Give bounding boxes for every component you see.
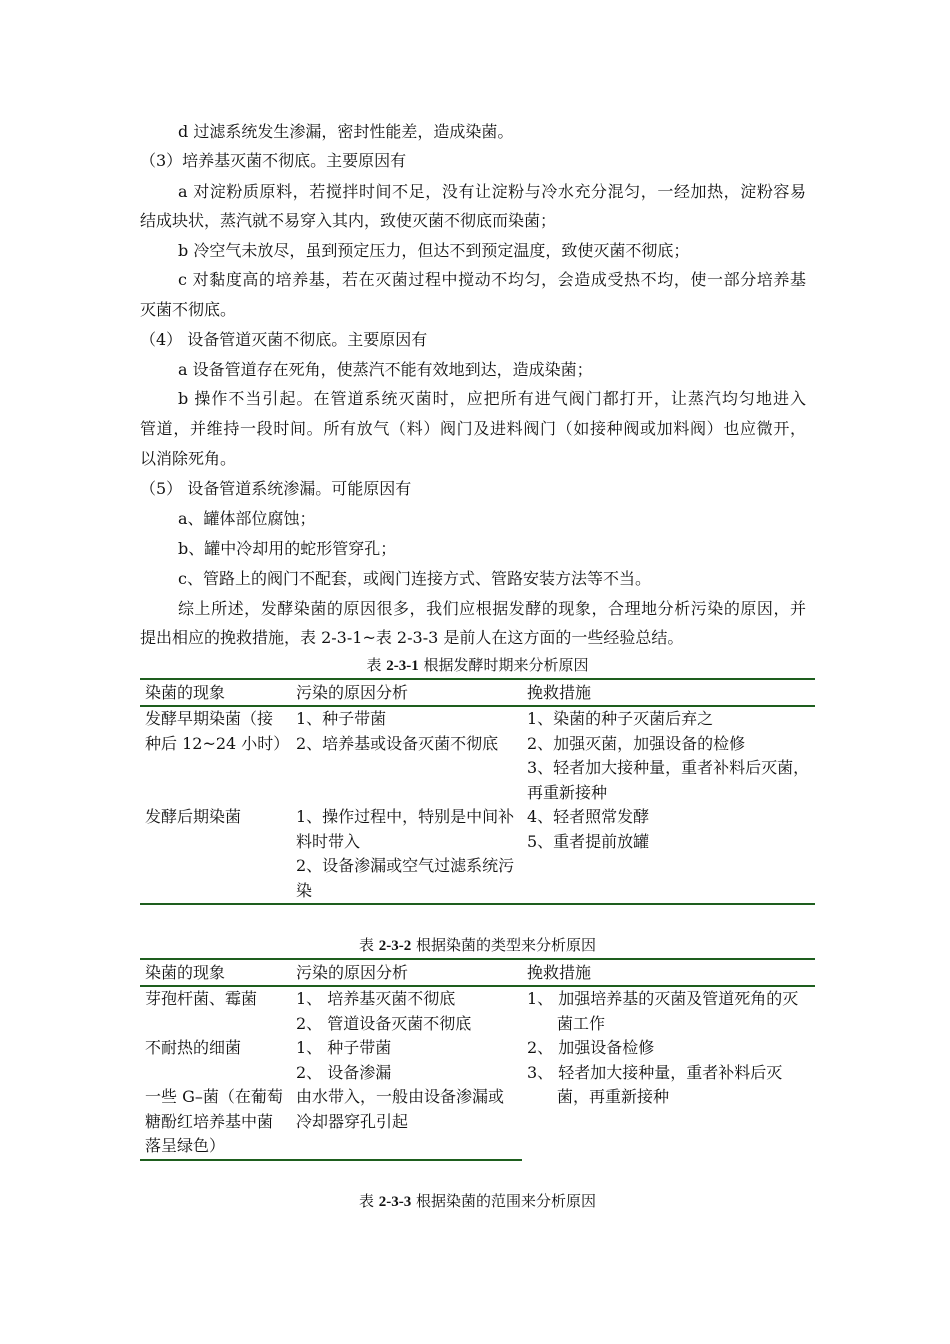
phenomenon-cell: 芽孢杆菌、霉菌 — [145, 989, 258, 1008]
measure-item: 3、轻者加大接种量，重者补料后灭菌，再重新接种 — [527, 758, 810, 802]
header-measure: 挽救措施 — [522, 959, 815, 986]
header-measure: 挽救措施 — [522, 679, 815, 706]
table-caption: 表 2-3-2 根据染菌的类型来分析原因 — [358, 936, 597, 954]
cause-item: 2、设备渗漏或空气过滤系统污染 — [296, 856, 515, 900]
section-heading: （4） 设备管道灭菌不彻底。主要原因有 — [140, 330, 428, 349]
table-row — [140, 1036, 815, 1085]
header-cause: 污染的原因分析 — [291, 679, 522, 706]
measure-cell — [522, 805, 815, 904]
paragraph-line: a 对淀粉质原料，若搅拌时间不足，没有让淀粉与冷水充分混匀，一经加热，淀粉容易 — [178, 182, 806, 201]
section-heading: （5） 设备管道系统渗漏。可能原因有 — [140, 479, 412, 498]
paragraph-line: 综上所述，发酵染菌的原因很多，我们应根据发酵的现象，合理地分析污染的原因，并 — [178, 599, 806, 618]
cause-item: 由水带入，一般由设备渗漏或冷却器穿孔引起 — [296, 1087, 505, 1131]
paragraph-line: a、罐体部位腐蚀； — [178, 509, 316, 528]
cause-item: 1、 培养基灭菌不彻底 — [296, 989, 456, 1008]
measure-cell — [522, 1036, 815, 1160]
table-by-contamination-type — [140, 958, 815, 1161]
table-caption: 表 2-3-1 根据发酵时期来分析原因 — [366, 656, 589, 674]
table-header-row — [140, 679, 815, 706]
cause-item: 1、操作过程中，特别是中间补料时带入 — [296, 807, 515, 851]
table-row — [140, 706, 815, 805]
measure-item: 3、 轻者加大接种量，重者补料后灭菌，再重新接种 — [527, 1062, 783, 1106]
cause-item: 1、种子带菌 — [296, 709, 387, 728]
paragraph-line: 管道，并维持一段时间。所有放气（料）阀门及进料阀门（如接种阀或加料阀）也应微开， — [140, 419, 806, 438]
paragraph-line: b、罐中冷却用的蛇形管穿孔； — [178, 539, 397, 558]
cause-item: 2、 设备渗漏 — [296, 1062, 392, 1082]
paragraph-line: 提出相应的挽救措施，表 2-3-1~表 2-3-3 是前人在这方面的一些经验总结。 — [140, 628, 684, 647]
phenomenon-cell: 不耐热的细菌 — [145, 1038, 242, 1057]
table-row — [140, 805, 815, 904]
paragraph-line: 结成块状，蒸汽就不易穿入其内，致使灭菌不彻底而染菌； — [140, 211, 557, 230]
cause-cell — [291, 1036, 522, 1085]
phenomenon-cell: 发酵后期染菌 — [140, 805, 291, 904]
measure-cell — [522, 706, 815, 805]
cause-item: 2、 管道设备灭菌不彻底 — [296, 1013, 472, 1033]
measure-cell — [522, 986, 815, 1036]
measure-item: 2、 加强设备检修 — [527, 1038, 655, 1057]
measure-item: 2、加强灭菌，加强设备的检修 — [527, 733, 746, 753]
cause-item: 2、培养基或设备灭菌不彻底 — [296, 733, 499, 753]
measure-item: 1、 加强培养基的灭菌及管道死角的灭菌工作 — [527, 989, 799, 1033]
cause-item: 1、 种子带菌 — [296, 1038, 392, 1057]
measure-item: 5、重者提前放罐 — [527, 831, 650, 851]
paragraph-line: b 操作不当引起。在管道系统灭菌时，应把所有进气阀门都打开，让蒸汽均匀地进入 — [178, 389, 806, 408]
table-header-row — [140, 959, 815, 986]
phenomenon-cell: 发酵早期染菌（接种后 12~24 小时） — [145, 709, 290, 753]
paragraph-line: c 对黏度高的培养基，若在灭菌过程中搅动不均匀，会造成受热不均，使一部分培养基 — [178, 270, 806, 289]
measure-item: 1、染菌的种子灭菌后弃之 — [527, 709, 714, 728]
paragraph-line: a 设备管道存在死角，使蒸汽不能有效地到达，造成染菌； — [178, 360, 593, 379]
phenomenon-cell: 一些 G–菌（在葡萄糖酚红培养基中菌落呈绿色） — [140, 1085, 291, 1160]
paragraph-line: b 冷空气未放尽，虽到预定压力，但达不到预定温度，致使灭菌不彻底； — [178, 241, 690, 260]
cause-cell — [291, 706, 522, 805]
paragraph-line: c、管路上的阀门不配套，或阀门连接方式、管路安装方法等不当。 — [178, 569, 651, 588]
cause-cell — [291, 805, 522, 904]
paragraph-line: 灭菌不彻底。 — [140, 300, 237, 319]
paragraph-line: d 过滤系统发生渗漏，密封性能差，造成染菌。 — [178, 122, 514, 141]
cause-cell — [291, 1085, 522, 1160]
section-heading: （3）培养基灭菌不彻底。主要原因有 — [140, 151, 407, 170]
header-phenomenon: 染菌的现象 — [140, 679, 291, 706]
header-cause: 污染的原因分析 — [291, 959, 522, 986]
cause-cell — [291, 986, 522, 1036]
header-phenomenon: 染菌的现象 — [140, 959, 291, 986]
table-row — [140, 986, 815, 1036]
table-caption: 表 2-3-3 根据染菌的范围来分析原因 — [358, 1192, 597, 1210]
paragraph-line: 以消除死角。 — [140, 449, 237, 468]
table-by-fermentation-stage — [140, 678, 815, 905]
measure-item: 4、轻者照常发酵 — [527, 807, 650, 826]
